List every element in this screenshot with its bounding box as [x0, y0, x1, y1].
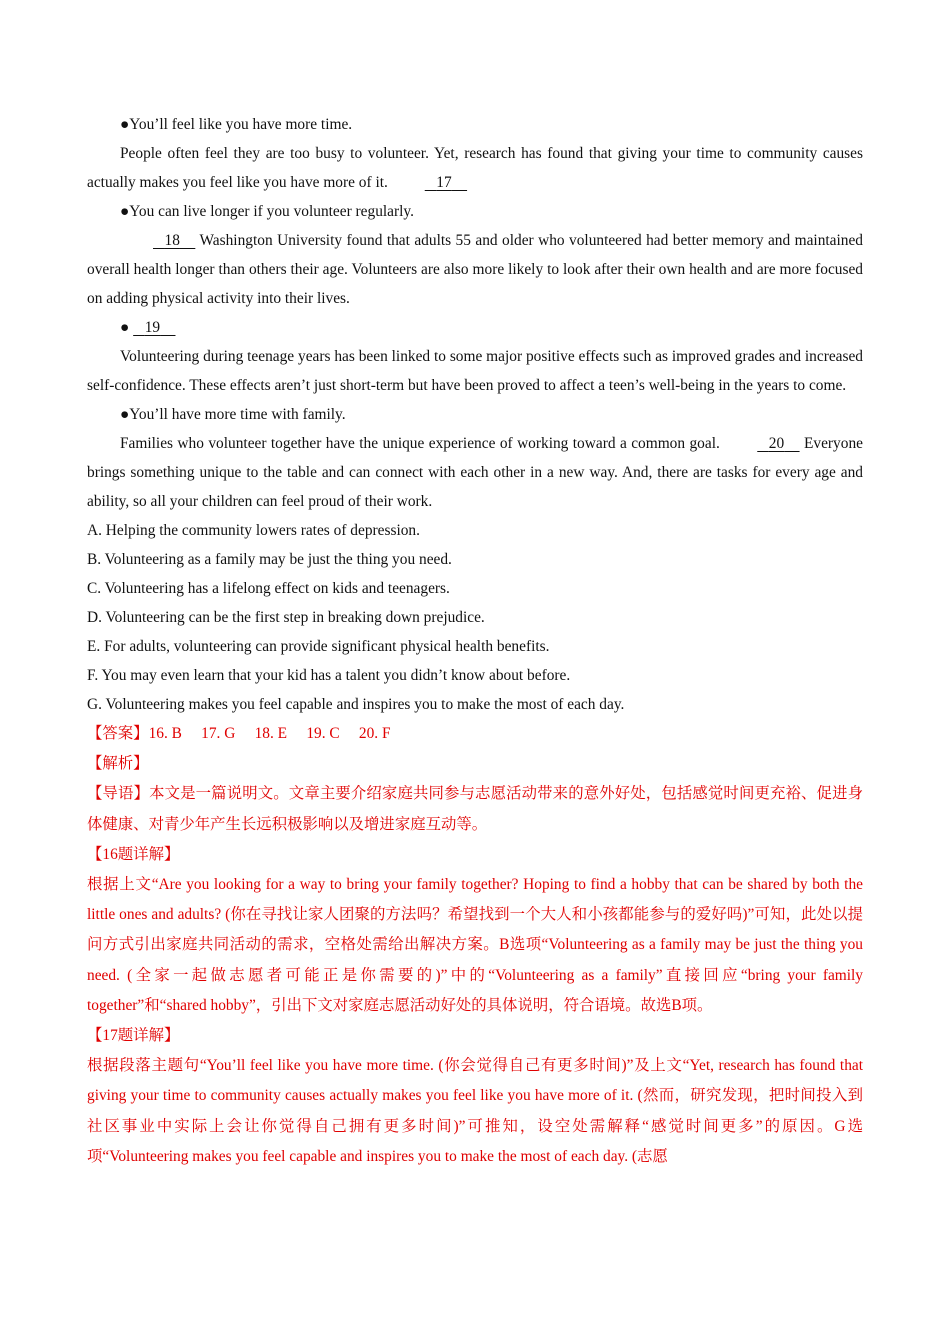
paragraph-more-time	[87, 139, 863, 197]
document-page	[87, 110, 863, 1172]
option-b: B. Volunteering as a family may be just the thing you need.	[87, 551, 452, 568]
bullet-icon: ●	[120, 319, 130, 336]
paragraph-family-text-b: Everyone brings something unique to the table and can connect with each other in a new way. And, there are tasks for every age and ability, so all your children can feel proud of their work.	[87, 435, 863, 510]
blank-18[interactable]: 18	[164, 232, 180, 249]
heading-blank-19	[87, 313, 863, 342]
heading-live-longer: ●You can live longer if you volunteer regularly.	[120, 203, 414, 220]
paragraph-live-longer	[87, 226, 863, 313]
answer-key: 【答案】16. B 17. G 18. E 19. C 20. F	[87, 725, 391, 742]
option-g: G. Volunteering makes you feel capable and inspires you to make the most of each day.	[87, 696, 625, 713]
paragraph-more-time-text: People often feel they are too busy to volunteer. Yet, research has found that giving your time to community causes actually makes you feel like you have more of it.	[87, 145, 863, 191]
q16-label: 【16题详解】	[87, 845, 180, 863]
option-c: C. Volunteering has a lifelong effect on kids and teenagers.	[87, 580, 450, 597]
option-f: F. You may even learn that your kid has a talent you didn’t know about before.	[87, 667, 571, 684]
heading-more-time: ●You’ll feel like you have more time.	[120, 116, 353, 133]
heading-family: ●You’ll have more time with family.	[120, 406, 346, 423]
analysis-section	[87, 719, 863, 1172]
blank-20[interactable]: 20	[768, 435, 785, 452]
option-e: E. For adults, volunteering can provide significant physical health benefits.	[87, 638, 550, 655]
paragraph-family-text-a: Families who volunteer together have the unique experience of working toward a common goal.	[120, 435, 720, 452]
q17-explanation: 根据段落主题句“You’ll feel like you have more time. (你会觉得自己有更多时间)”及上文“Yet, research has found that giving your time to community causes actually makes you feel like you have more of it. (然而，研究发现，把时间投入到社区事业中实际上会让你觉得自己拥有更多时间)”可推知，设空处需解释“感觉时间更多”的原因。G选项“Volunteering makes you feel capable and inspires you to make the most of each day. (志愿	[87, 1057, 863, 1165]
q17-label: 【17题详解】	[87, 1027, 180, 1045]
blank-17[interactable]: 17	[436, 174, 452, 191]
paragraph-teen: Volunteering during teenage years has been linked to some major positive effects such as improved grades and increased self-confidence. These effects aren’t just short-term but have been proved to affect a teen’s well-being in the years to come.	[87, 348, 863, 394]
paragraph-family	[87, 429, 863, 516]
analysis-label: 【解析】	[87, 755, 149, 773]
q16-explanation: 根据上文“Are you looking for a way to bring your family together? Hoping to find a hobby that can be shared by both the little ones and adults? (你在寻找让家人团聚的方法吗？希望找到一个大人和小孩都能参与的爱好吗)”可知，此处以提问方式引出家庭共同活动的需求，空格处需给出解决方案。B选项“Volunteering as a family may be just the thing you need. (全家一起做志愿者可能正是你需要的)”中的“Volunteering as a family”直接回应“bring your family together”和“shared hobby”，引出下文对家庭志愿活动好处的具体说明，符合语境。故选B项。	[87, 876, 863, 1014]
guide-text: 【导语】本文是一篇说明文。文章主要介绍家庭共同参与志愿活动带来的意外好处，包括感觉时间更充裕、促进身体健康、对青少年产生长远积极影响以及增进家庭互动等。	[87, 785, 863, 833]
blank-19[interactable]: 19	[144, 319, 161, 336]
paragraph-live-longer-text: Washington University found that adults 55 and older who volunteered had better memory and maintained overall health longer than others their age. Volunteers are also more likely to look after their own health and are more focused on adding physical activity into their lives.	[87, 232, 863, 307]
option-d: D. Volunteering can be the first step in breaking down prejudice.	[87, 609, 485, 626]
option-a: A. Helping the community lowers rates of depression.	[87, 522, 420, 539]
